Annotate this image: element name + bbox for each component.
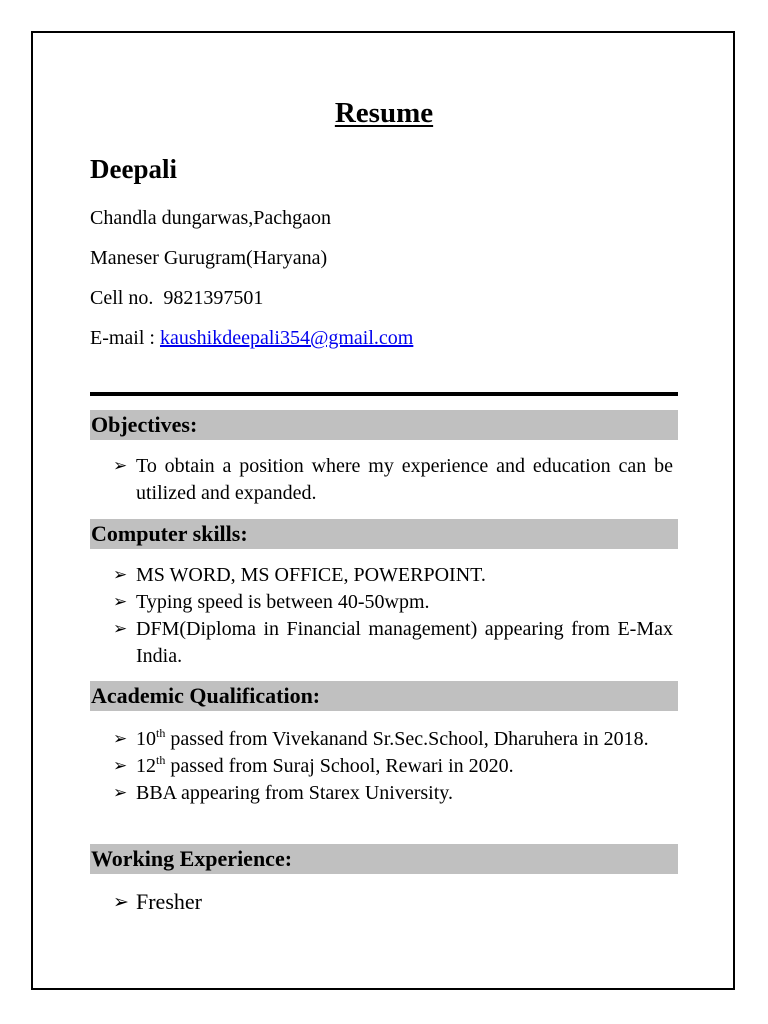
address-line-2: Maneser Gurugram(Haryana): [90, 247, 328, 269]
list-item: [113, 726, 673, 753]
ordinal-suffix: th: [156, 726, 166, 740]
arrowhead-bullet-icon: ➢: [113, 619, 128, 639]
arrowhead-bullet-icon: ➢: [113, 729, 128, 749]
list-item: [113, 780, 673, 807]
address-line-1: Chandla dungarwas,Pachgaon: [90, 207, 332, 229]
header-divider: [90, 392, 678, 396]
objectives-list: [113, 453, 673, 507]
arrowhead-bullet-icon: ➢: [113, 592, 128, 612]
academic-list: [113, 726, 673, 807]
arrowhead-bullet-icon: ➢: [113, 565, 128, 585]
arrowhead-bullet-icon: ➢: [113, 783, 128, 803]
academic-text: passed from Vivekanand Sr.Sec.School, Dharuhera in 2018.: [165, 728, 649, 750]
email-line: [90, 326, 413, 350]
list-item: [113, 562, 673, 589]
list-item: [113, 589, 673, 616]
academic-text: passed from Suraj School, Rewari in 2020.: [165, 755, 514, 777]
ordinal-suffix: th: [156, 753, 166, 767]
computer-skills-heading: Computer skills:: [90, 519, 678, 549]
email-link[interactable]: kaushikdeepali354@gmail.com: [159, 327, 414, 349]
skill-text: Typing speed is between 40-50wpm.: [136, 591, 430, 613]
list-item: [113, 453, 673, 507]
arrowhead-bullet-icon: ➢: [113, 756, 128, 776]
computer-skills-list: [113, 562, 673, 670]
arrowhead-bullet-icon: ➢: [113, 456, 128, 476]
experience-heading: Working Experience:: [90, 844, 678, 874]
academic-text: BBA appearing from Starex University.: [136, 782, 453, 804]
academic-grade: 12: [136, 755, 156, 777]
list-item: [113, 887, 673, 917]
arrowhead-bullet-icon: ➢: [113, 891, 129, 913]
academic-heading: Academic Qualification:: [90, 681, 678, 711]
skill-text: MS WORD, MS OFFICE, POWERPOINT.: [136, 564, 486, 586]
document-title: Resume: [334, 97, 434, 129]
experience-list: [113, 887, 673, 917]
experience-text: Fresher: [136, 889, 202, 914]
skill-text: DFM(Diploma in Financial management) appearing from E-Max India.: [136, 618, 673, 667]
objectives-heading: Objectives:: [90, 410, 678, 440]
cell-number: Cell no. 9821397501: [90, 287, 264, 309]
list-item: [113, 753, 673, 780]
email-label: E-mail :: [90, 327, 160, 349]
objective-text: To obtain a position where my experience and education can be utilized and expanded.: [136, 455, 673, 504]
academic-grade: 10: [136, 728, 156, 750]
candidate-name: Deepali: [90, 154, 177, 184]
list-item: [113, 616, 673, 670]
